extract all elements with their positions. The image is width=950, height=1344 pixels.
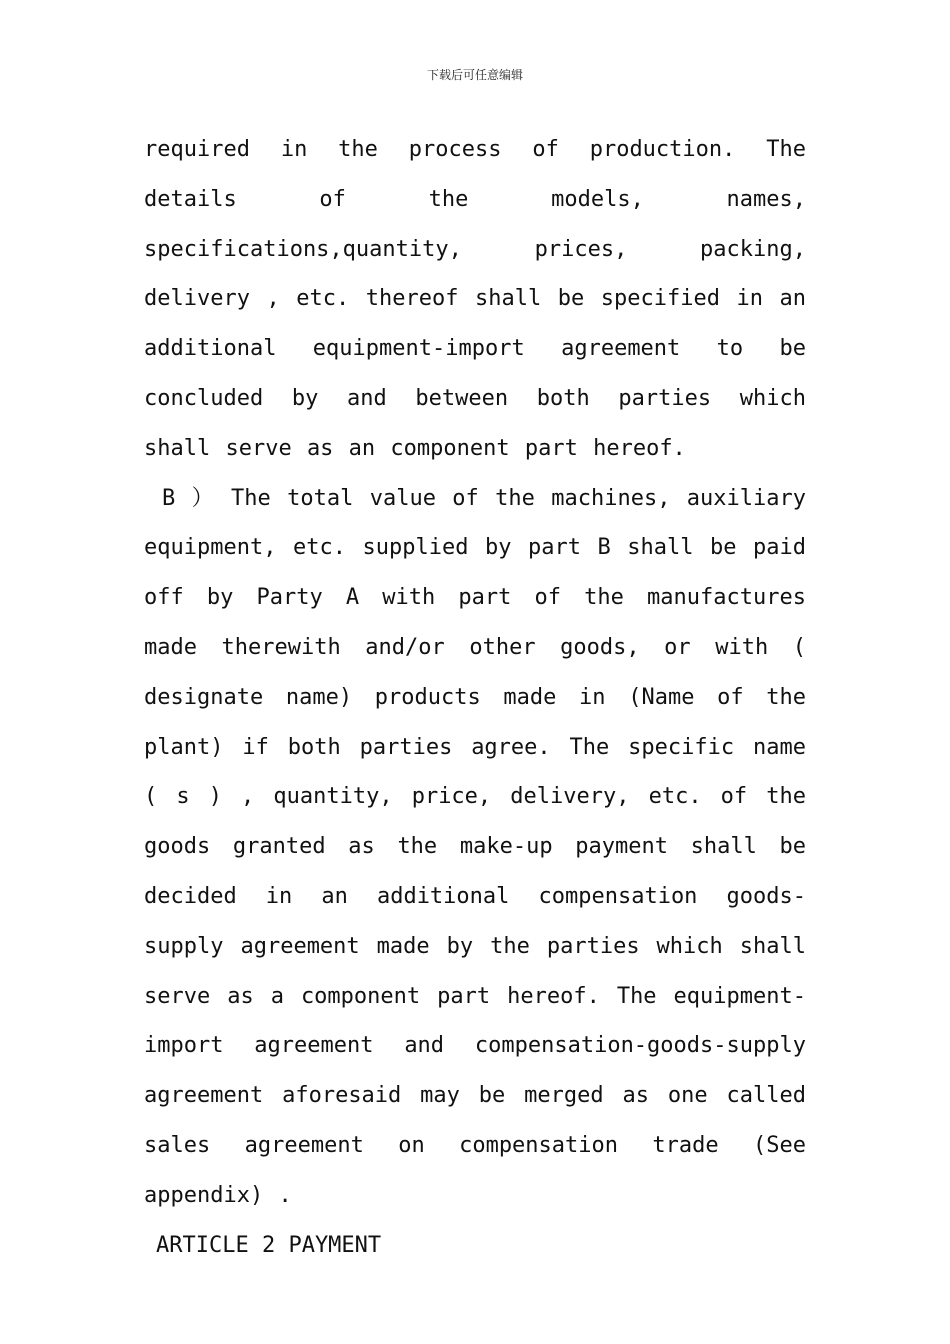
page-header-note: 下载后可任意编辑 [426,68,523,82]
document-body [144,125,806,1270]
article-heading: ARTICLE 2 PAYMENT [156,1232,382,1258]
paragraph-production-details: required in the process of production. The details of the models, names, specifications,quantity, prices, packing, delivery , etc. thereof shall be specified in an additional equipment-import agreement to be concluded by and between both parties which shall serve as an component part hereof. [144,137,806,461]
paragraph-total-value: B ） The total value of the machines, auxiliary equipment, etc. supplied by part B shall be paid off by Party A with part of the manufactures made therewith and/or other goods, or with ( designate name) products made in (Name of the plant) if both parties agree. The specific name ( s ) , quantity, price, delivery, etc. of the goods granted as the make-up payment shall be decided in an additional compensation goods-supply agreement made by the parties which shall serve as a component part hereof. The equipment-import agreement and compensation-goods-supply agreement aforesaid may be merged as one called sales agreement on compensation trade (See appendix) . [144,485,806,1208]
